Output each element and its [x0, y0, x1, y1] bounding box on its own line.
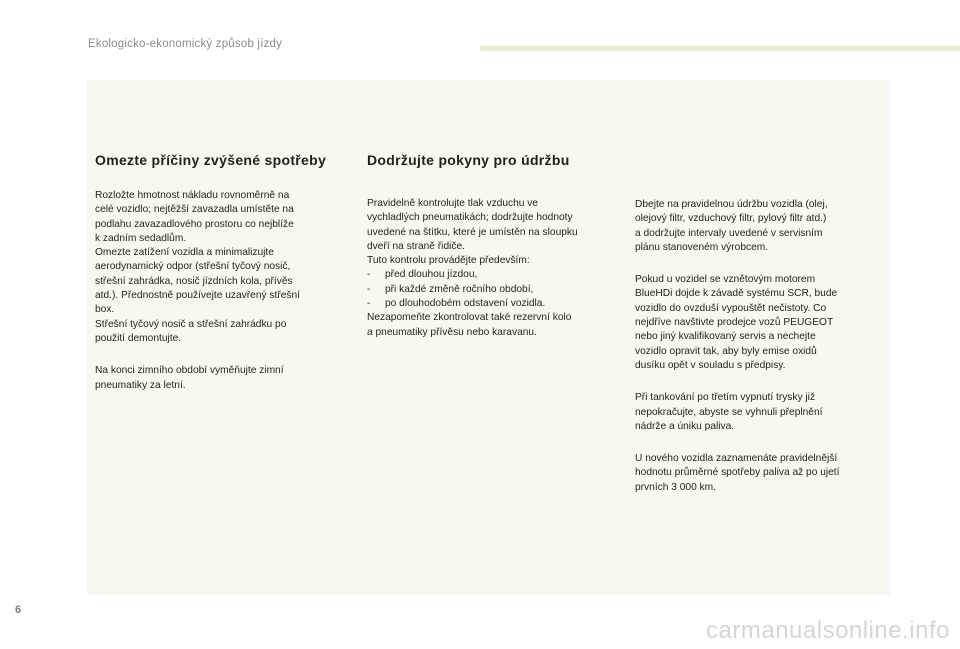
- paragraph-tyres: [95, 364, 345, 393]
- text-line: nejdříve navštivte prodejce vozů PEUGEOT: [635, 317, 834, 329]
- text-line: použití demontujte.: [95, 332, 182, 344]
- paragraph-spare-wheel: [367, 311, 617, 340]
- heading-reduce-consumption: Omezte příčiny zvýšené spotřeby: [95, 152, 327, 168]
- paragraph-new-vehicle: [635, 452, 885, 495]
- text-line: vozidlo opravit tak, aby byly emise oxidů: [635, 345, 817, 357]
- section-title: Ekologicko-ekonomický způsob jízdy: [88, 38, 283, 50]
- list-item: [367, 297, 617, 311]
- text-line: a pneumatiky přívěsu nebo karavanu.: [367, 326, 537, 338]
- text-line: celé vozidlo; nejtěžší zavazadla umístěte na: [95, 204, 294, 216]
- column-consumption: [95, 152, 345, 393]
- text-line: střešní zahrádka, nosič jízdních kola, přívěs: [95, 275, 293, 287]
- text-line: box.: [95, 304, 115, 316]
- text-line: uvedené na štítku, které je umístěn na sloupku: [367, 226, 578, 238]
- text-line: olejový filtr, vzduchový filtr, pylový filtr atd.): [635, 213, 827, 225]
- text-line: nebo jiný kvalifikovaný servis a nechejte: [635, 331, 816, 343]
- text-line: Tuto kontrolu provádějte především:: [367, 255, 530, 267]
- paragraph-tyre-pressure: [367, 197, 617, 268]
- header-accent-bar: [480, 46, 960, 51]
- text-line: plánu stanoveném výrobcem.: [635, 241, 769, 253]
- text-line: Rozložte hmotnost nákladu rovnoměrně na: [95, 190, 290, 201]
- list-item-text: po dlouhodobém odstavení vozidla.: [385, 298, 546, 310]
- page-number: 6: [15, 604, 22, 616]
- list-item: [367, 268, 617, 282]
- text-line: nádrže a úniku paliva.: [635, 420, 735, 432]
- list-item: [367, 283, 617, 297]
- text-line: hodnotu průměrné spotřeby paliva až po ujetí: [635, 467, 840, 479]
- text-line: prvních 3 000 km.: [635, 481, 716, 493]
- text-line: Pravidelně kontrolujte tlak vzduchu ve: [367, 198, 539, 209]
- paragraph-scr: [635, 273, 885, 373]
- text-line: a dodržujte intervaly uvedené v servisním: [635, 227, 823, 239]
- text-line: Dbejte na pravidelnou údržbu vozidla (olej,: [635, 199, 828, 210]
- paragraph-service: [635, 198, 885, 255]
- paragraph-load: [95, 189, 345, 346]
- text-line: Střešní tyčový nosič a střešní zahrádku po: [95, 318, 287, 330]
- text-line: pneumatiky za letní.: [95, 379, 186, 391]
- text-line: Omezte zatížení vozidla a minimalizujte: [95, 247, 274, 259]
- text-line: Při tankování po třetím vypnutí trysky již: [635, 392, 816, 404]
- text-line: k zadním sedadlům.: [95, 232, 187, 244]
- text-line: U nového vozidla zaznamenáte pravidelnější: [635, 453, 838, 465]
- text-line: dveří na straně řidiče.: [367, 240, 465, 252]
- paragraph-refuelling: [635, 391, 885, 434]
- heading-maintenance: Dodržujte pokyny pro údržbu: [367, 152, 570, 168]
- list-dash: -: [367, 269, 371, 281]
- text-line: vozidlo do ovzduší vypouštět nečistoty. Co: [635, 302, 827, 314]
- list-dash: -: [367, 298, 371, 310]
- text-line: vychladlých pneumatikách; dodržujte hodnoty: [367, 212, 573, 224]
- text-line: aerodynamický odpor (střešní tyčový nosič,: [95, 261, 291, 273]
- watermark-text: carmanualsonline.info: [706, 617, 950, 644]
- column-maintenance: [367, 152, 617, 340]
- text-line: Nezapomeňte zkontrolovat také rezervní kolo: [367, 312, 572, 324]
- text-line: atd.). Přednostně používejte uzavřený střešní: [95, 290, 300, 302]
- column-maintenance-continued: [635, 198, 885, 495]
- text-line: BlueHDi dojde k závadě systému SCR, bude: [635, 288, 838, 300]
- list-item-text: před dlouhou jízdou,: [385, 269, 478, 281]
- list-dash: -: [367, 283, 371, 295]
- text-line: nepokračujte, abyste se vyhnuli přeplnění: [635, 406, 823, 418]
- check-list: [367, 268, 617, 311]
- text-line: podlahu zavazadlového prostoru co nejblíže: [95, 218, 294, 230]
- text-line: dusíku opět v souladu s předpisy.: [635, 359, 786, 371]
- list-item-text: při každé změně ročního období,: [385, 283, 534, 295]
- text-line: Pokud u vozidel se vznětovým motorem: [635, 274, 816, 286]
- text-line: Na konci zimního období vyměňujte zimní: [95, 365, 284, 377]
